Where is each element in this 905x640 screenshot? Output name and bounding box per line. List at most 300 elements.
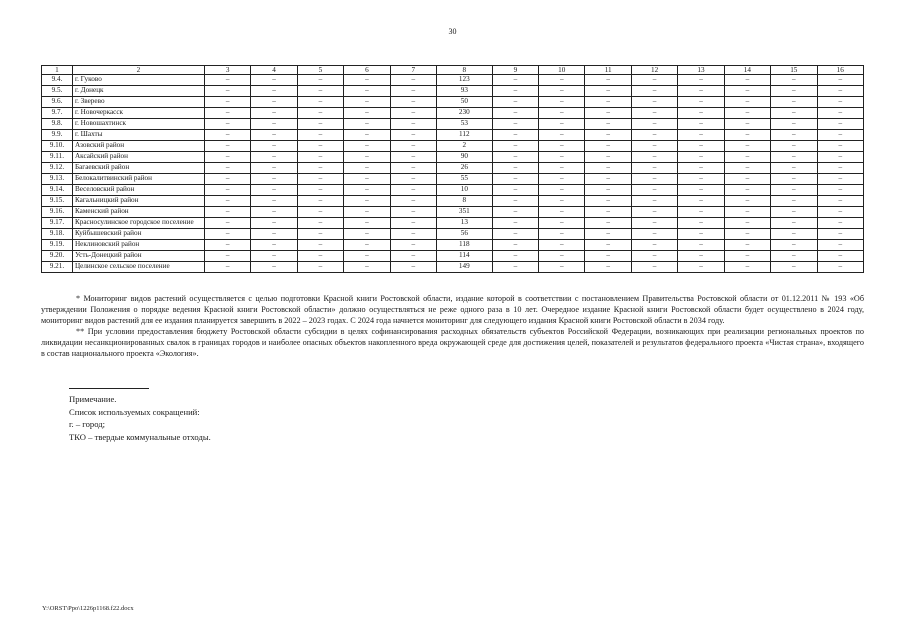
table-header-row (42, 66, 864, 75)
dash-cell: – (204, 229, 250, 240)
dash-cell: – (631, 119, 677, 130)
dash-cell: – (251, 240, 297, 251)
row-number: 9.17. (42, 218, 73, 229)
column-header: 4 (251, 66, 297, 75)
dash-cell: – (492, 262, 538, 273)
dash-cell: – (724, 141, 770, 152)
dash-cell: – (297, 229, 343, 240)
dash-cell: – (344, 229, 390, 240)
dash-cell: – (678, 97, 724, 108)
dash-cell: – (678, 251, 724, 262)
dash-cell: – (585, 251, 631, 262)
dash-cell: – (724, 218, 770, 229)
dash-cell: – (344, 218, 390, 229)
dash-cell: – (539, 130, 585, 141)
dash-cell: – (724, 207, 770, 218)
dash-cell: – (817, 207, 864, 218)
footnote-1: * Мониторинг видов растений осуществляется с целью подготовки Красной книги Ростовской области, издание которой в соответствии с постановлением Правительства Ростовской области от 01.12.2011 № 193 «Об утверждении Положения о порядке ведения Красной книги Ростовской области» должно осуществляться не реже одного раза в 10 лет. Очередное издание Красной книги Ростовской области будет осуществлено в 2024 году, мониторинг видов растений для ее издания планируется завершить в 2022 – 2023 годах. С 2024 года начнется мониторинг для следующего издания Красной книги Ростовской области в 2034 году. (41, 294, 864, 325)
dash-cell: – (817, 152, 864, 163)
dash-cell: – (771, 174, 817, 185)
dash-cell: – (678, 196, 724, 207)
dash-cell: – (585, 218, 631, 229)
dash-cell: – (204, 262, 250, 273)
row-number: 9.8. (42, 119, 73, 130)
row-value: 53 (436, 119, 492, 130)
column-header: 3 (204, 66, 250, 75)
footnotes (41, 293, 864, 359)
dash-cell: – (492, 141, 538, 152)
row-territory-name: Усть-Донецкий район (72, 251, 204, 262)
dash-cell: – (390, 152, 436, 163)
dash-cell: – (771, 240, 817, 251)
dash-cell: – (631, 262, 677, 273)
dash-cell: – (771, 130, 817, 141)
dash-cell: – (344, 174, 390, 185)
dash-cell: – (344, 251, 390, 262)
dash-cell: – (724, 229, 770, 240)
row-number: 9.19. (42, 240, 73, 251)
table-row (42, 240, 864, 251)
dash-cell: – (390, 75, 436, 86)
row-number: 9.21. (42, 262, 73, 273)
dash-cell: – (297, 207, 343, 218)
dash-cell: – (817, 262, 864, 273)
column-header: 10 (539, 66, 585, 75)
dash-cell: – (344, 262, 390, 273)
table-row (42, 108, 864, 119)
dash-cell: – (678, 185, 724, 196)
row-territory-name: Красносулинское городское поселение (72, 218, 204, 229)
dash-cell: – (585, 119, 631, 130)
dash-cell: – (678, 229, 724, 240)
dash-cell: – (724, 185, 770, 196)
table-row (42, 229, 864, 240)
dash-cell: – (585, 207, 631, 218)
dash-cell: – (297, 196, 343, 207)
dash-cell: – (678, 130, 724, 141)
dash-cell: – (492, 152, 538, 163)
dash-cell: – (344, 207, 390, 218)
dash-cell: – (251, 130, 297, 141)
dash-cell: – (771, 251, 817, 262)
dash-cell: – (297, 97, 343, 108)
footer-file-path: Y:\ORST\Ppo\1226p1168.f22.docx (42, 605, 134, 612)
dash-cell: – (817, 108, 864, 119)
dash-cell: – (724, 86, 770, 97)
dash-cell: – (585, 97, 631, 108)
dash-cell: – (817, 141, 864, 152)
dash-cell: – (539, 152, 585, 163)
dash-cell: – (631, 218, 677, 229)
dash-cell: – (631, 196, 677, 207)
dash-cell: – (724, 163, 770, 174)
dash-cell: – (678, 262, 724, 273)
remark-title: Примечание. (69, 394, 117, 404)
dash-cell: – (817, 218, 864, 229)
dash-cell: – (251, 86, 297, 97)
column-header: 12 (631, 66, 677, 75)
dash-cell: – (539, 119, 585, 130)
dash-cell: – (492, 229, 538, 240)
footnote-2: ** При условии предоставления бюджету Ростовской области субсидии в целях софинансирования расходных обязательств субъектов Российской Федерации, возникающих при реализации региональных проектов по ликвидации несанкционированных свалок в границах городов и наиболее опасных объектов накопленного вреда окружающей среде для достижения целей, показателей и результатов федерального проекта «Чистая страна», входящего в состав национального проекта «Экология». (41, 327, 864, 358)
dash-cell: – (539, 185, 585, 196)
dash-cell: – (539, 251, 585, 262)
dash-cell: – (539, 218, 585, 229)
dash-cell: – (539, 86, 585, 97)
dash-cell: – (251, 229, 297, 240)
dash-cell: – (585, 174, 631, 185)
dash-cell: – (344, 86, 390, 97)
dash-cell: – (724, 130, 770, 141)
table-row (42, 141, 864, 152)
dash-cell: – (539, 240, 585, 251)
row-territory-name: Каменский район (72, 207, 204, 218)
row-territory-name: г. Донецк (72, 86, 204, 97)
dash-cell: – (251, 262, 297, 273)
row-territory-name: Багаевский район (72, 163, 204, 174)
dash-cell: – (631, 163, 677, 174)
dash-cell: – (297, 218, 343, 229)
row-number: 9.14. (42, 185, 73, 196)
dash-cell: – (771, 207, 817, 218)
separator-line (69, 388, 149, 389)
dash-cell: – (390, 119, 436, 130)
dash-cell: – (771, 185, 817, 196)
dash-cell: – (344, 130, 390, 141)
dash-cell: – (678, 152, 724, 163)
dash-cell: – (678, 119, 724, 130)
table-row (42, 262, 864, 273)
row-number: 9.12. (42, 163, 73, 174)
row-value: 55 (436, 174, 492, 185)
row-territory-name: Белокалитвинский район (72, 174, 204, 185)
column-header: 16 (817, 66, 864, 75)
dash-cell: – (390, 86, 436, 97)
dash-cell: – (492, 174, 538, 185)
dash-cell: – (251, 174, 297, 185)
dash-cell: – (539, 262, 585, 273)
table-body (42, 75, 864, 273)
dash-cell: – (251, 207, 297, 218)
row-territory-name: Целинское сельское поселение (72, 262, 204, 273)
dash-cell: – (817, 97, 864, 108)
row-value: 114 (436, 251, 492, 262)
row-territory-name: г. Гуково (72, 75, 204, 86)
dash-cell: – (631, 141, 677, 152)
dash-cell: – (492, 75, 538, 86)
dash-cell: – (344, 185, 390, 196)
row-number: 9.10. (42, 141, 73, 152)
dash-cell: – (724, 174, 770, 185)
row-value: 50 (436, 97, 492, 108)
dash-cell: – (631, 108, 677, 119)
table-row (42, 163, 864, 174)
dash-cell: – (724, 262, 770, 273)
dash-cell: – (724, 108, 770, 119)
dash-cell: – (204, 141, 250, 152)
dash-cell: – (297, 185, 343, 196)
dash-cell: – (251, 152, 297, 163)
dash-cell: – (771, 152, 817, 163)
dash-cell: – (539, 196, 585, 207)
dash-cell: – (539, 163, 585, 174)
dash-cell: – (390, 108, 436, 119)
row-value: 149 (436, 262, 492, 273)
row-territory-name: г. Шахты (72, 130, 204, 141)
dash-cell: – (817, 174, 864, 185)
row-value: 26 (436, 163, 492, 174)
dash-cell: – (251, 141, 297, 152)
dash-cell: – (817, 240, 864, 251)
dash-cell: – (817, 185, 864, 196)
dash-cell: – (492, 119, 538, 130)
dash-cell: – (631, 152, 677, 163)
dash-cell: – (724, 152, 770, 163)
dash-cell: – (204, 196, 250, 207)
dash-cell: – (631, 251, 677, 262)
dash-cell: – (724, 251, 770, 262)
dash-cell: – (678, 218, 724, 229)
abbreviation-item: ТКО – твердые коммунальные отходы. (69, 431, 211, 442)
dash-cell: – (204, 218, 250, 229)
dash-cell: – (204, 108, 250, 119)
dash-cell: – (585, 196, 631, 207)
dash-cell: – (204, 86, 250, 97)
dash-cell: – (297, 119, 343, 130)
dash-cell: – (678, 207, 724, 218)
dash-cell: – (251, 185, 297, 196)
row-number: 9.16. (42, 207, 73, 218)
dash-cell: – (251, 218, 297, 229)
dash-cell: – (251, 75, 297, 86)
dash-cell: – (585, 229, 631, 240)
dash-cell: – (492, 97, 538, 108)
dash-cell: – (344, 163, 390, 174)
dash-cell: – (204, 207, 250, 218)
dash-cell: – (724, 240, 770, 251)
row-value: 351 (436, 207, 492, 218)
row-value: 90 (436, 152, 492, 163)
dash-cell: – (297, 262, 343, 273)
dash-cell: – (678, 141, 724, 152)
row-territory-name: Азовский район (72, 141, 204, 152)
dash-cell: – (539, 207, 585, 218)
dash-cell: – (539, 75, 585, 86)
table-row (42, 196, 864, 207)
dash-cell: – (771, 86, 817, 97)
row-number: 9.11. (42, 152, 73, 163)
dash-cell: – (585, 108, 631, 119)
dash-cell: – (390, 262, 436, 273)
dash-cell: – (631, 185, 677, 196)
abbreviation-item: г. – город; (69, 419, 106, 429)
dash-cell: – (771, 97, 817, 108)
column-header: 8 (436, 66, 492, 75)
data-table (41, 65, 864, 273)
dash-cell: – (771, 75, 817, 86)
dash-cell: – (771, 262, 817, 273)
dash-cell: – (678, 174, 724, 185)
dash-cell: – (492, 240, 538, 251)
dash-cell: – (585, 86, 631, 97)
dash-cell: – (204, 185, 250, 196)
dash-cell: – (585, 240, 631, 251)
column-header: 5 (297, 66, 343, 75)
dash-cell: – (492, 163, 538, 174)
row-value: 56 (436, 229, 492, 240)
dash-cell: – (771, 141, 817, 152)
dash-cell: – (492, 86, 538, 97)
dash-cell: – (297, 174, 343, 185)
dash-cell: – (390, 196, 436, 207)
dash-cell: – (251, 196, 297, 207)
table-row (42, 218, 864, 229)
dash-cell: – (817, 86, 864, 97)
row-number: 9.13. (42, 174, 73, 185)
row-value: 118 (436, 240, 492, 251)
dash-cell: – (539, 229, 585, 240)
dash-cell: – (539, 141, 585, 152)
dash-cell: – (492, 218, 538, 229)
dash-cell: – (585, 152, 631, 163)
dash-cell: – (204, 75, 250, 86)
dash-cell: – (204, 119, 250, 130)
row-number: 9.6. (42, 97, 73, 108)
column-header: 1 (42, 66, 73, 75)
dash-cell: – (585, 262, 631, 273)
dash-cell: – (678, 108, 724, 119)
dash-cell: – (492, 196, 538, 207)
row-value: 123 (436, 75, 492, 86)
dash-cell: – (631, 130, 677, 141)
table-row (42, 130, 864, 141)
dash-cell: – (724, 119, 770, 130)
dash-cell: – (724, 75, 770, 86)
dash-cell: – (817, 130, 864, 141)
column-header: 15 (771, 66, 817, 75)
dash-cell: – (204, 97, 250, 108)
dash-cell: – (771, 229, 817, 240)
dash-cell: – (771, 163, 817, 174)
row-value: 8 (436, 196, 492, 207)
dash-cell: – (585, 163, 631, 174)
column-header: 6 (344, 66, 390, 75)
remark-block (69, 393, 211, 443)
dash-cell: – (344, 75, 390, 86)
column-header: 14 (724, 66, 770, 75)
dash-cell: – (585, 130, 631, 141)
row-value: 93 (436, 86, 492, 97)
column-header: 11 (585, 66, 631, 75)
dash-cell: – (297, 152, 343, 163)
dash-cell: – (678, 75, 724, 86)
dash-cell: – (204, 130, 250, 141)
dash-cell: – (251, 97, 297, 108)
dash-cell: – (817, 163, 864, 174)
table-row (42, 207, 864, 218)
dash-cell: – (771, 196, 817, 207)
dash-cell: – (390, 141, 436, 152)
dash-cell: – (585, 141, 631, 152)
dash-cell: – (251, 119, 297, 130)
dash-cell: – (678, 86, 724, 97)
dash-cell: – (204, 251, 250, 262)
row-value: 112 (436, 130, 492, 141)
row-territory-name: Кагальницкий район (72, 196, 204, 207)
dash-cell: – (817, 119, 864, 130)
dash-cell: – (631, 75, 677, 86)
dash-cell: – (539, 97, 585, 108)
row-territory-name: Куйбышевский район (72, 229, 204, 240)
row-territory-name: Аксайский район (72, 152, 204, 163)
table-row (42, 152, 864, 163)
dash-cell: – (817, 75, 864, 86)
dash-cell: – (631, 86, 677, 97)
row-number: 9.9. (42, 130, 73, 141)
dash-cell: – (297, 75, 343, 86)
dash-cell: – (390, 240, 436, 251)
column-header: 7 (390, 66, 436, 75)
dash-cell: – (297, 163, 343, 174)
dash-cell: – (492, 185, 538, 196)
dash-cell: – (251, 251, 297, 262)
dash-cell: – (297, 240, 343, 251)
abbreviation-list-title: Список используемых сокращений: (69, 406, 200, 417)
dash-cell: – (492, 207, 538, 218)
dash-cell: – (390, 97, 436, 108)
row-territory-name: г. Зверево (72, 97, 204, 108)
row-number: 9.15. (42, 196, 73, 207)
dash-cell: – (390, 130, 436, 141)
dash-cell: – (204, 163, 250, 174)
row-territory-name: г. Новошахтинск (72, 119, 204, 130)
dash-cell: – (390, 174, 436, 185)
row-territory-name: г. Новочеркасск (72, 108, 204, 119)
dash-cell: – (204, 152, 250, 163)
row-number: 9.20. (42, 251, 73, 262)
dash-cell: – (390, 251, 436, 262)
dash-cell: – (817, 229, 864, 240)
dash-cell: – (390, 163, 436, 174)
dash-cell: – (678, 240, 724, 251)
column-header: 13 (678, 66, 724, 75)
dash-cell: – (251, 163, 297, 174)
row-number: 9.7. (42, 108, 73, 119)
table-row (42, 86, 864, 97)
dash-cell: – (631, 207, 677, 218)
dash-cell: – (492, 130, 538, 141)
row-number: 9.18. (42, 229, 73, 240)
row-value: 13 (436, 218, 492, 229)
dash-cell: – (771, 119, 817, 130)
dash-cell: – (297, 141, 343, 152)
dash-cell: – (204, 240, 250, 251)
dash-cell: – (539, 108, 585, 119)
column-header: 2 (72, 66, 204, 75)
dash-cell: – (631, 229, 677, 240)
dash-cell: – (390, 207, 436, 218)
dash-cell: – (297, 251, 343, 262)
dash-cell: – (771, 218, 817, 229)
dash-cell: – (344, 240, 390, 251)
dash-cell: – (492, 108, 538, 119)
dash-cell: – (344, 141, 390, 152)
dash-cell: – (771, 108, 817, 119)
dash-cell: – (297, 108, 343, 119)
dash-cell: – (817, 196, 864, 207)
row-number: 9.4. (42, 75, 73, 86)
dash-cell: – (724, 196, 770, 207)
